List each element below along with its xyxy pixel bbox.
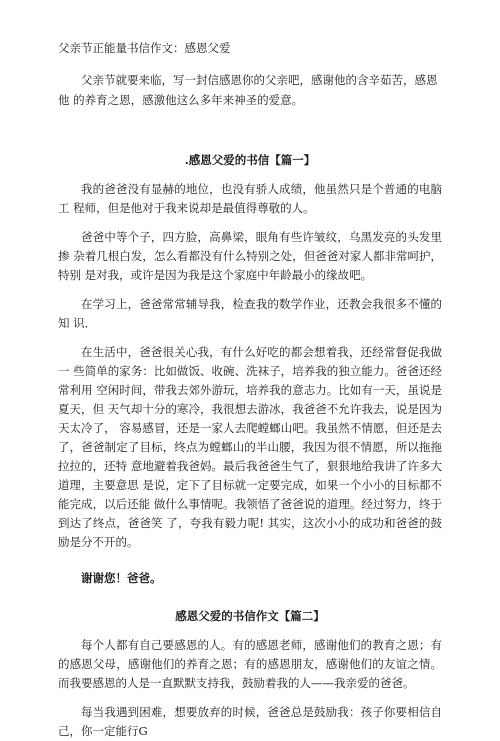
section-one-paragraph-4: 在生活中，爸爸很关心我，有什么好吃的都会想着我，还经常督促我做一 些简单的家务：比如做饭、收碗、洗袜子，培养我的独立能力。爸爸还经常利用 空闲时间，带我去郊外游玩，培养我的意志力。比如有一天，虽说是夏天，但 天气却十分的寒冷，我很想去游冰，我爸爸不允许我去，说是因为天太冷了， 容易感冒，还是一家人去爬螳螂山吧。我虽然不情愿，但还是去了，爸爸制定了目标，终点为螳螂山的半山腰，我因为很不情愿，所以拖拖拉拉的，还特 意地避着我爸妈。最后我爸爸生气了，狠狠地给我讲了许多大道理，主要意思 是说，定下了目标就一定要完成，如果一个小小的目标都不能完成，以后还能 做什么事情呢。我领悟了爸爸说的道理。经过努力，终于到达了终点，爸爸笑 了，夸我有毅力呢! 其实，这次小小的成功和爸爸的鼓励是分不开的。 (58, 345, 442, 549)
document-title: 父亲节正能量书信作文：感恩父爱 (58, 41, 231, 55)
section-one-paragraph-3: 在学习上，爸爸常常辅导我，检查我的数学作业，还教会我很多不懂的知 识． (58, 297, 442, 330)
intro-paragraph: 父亲节就要来临，写一封信感恩你的父亲吧，感谢他的含辛茹苦，感恩他 的养育之恩，感激他这么多年来神圣的爱意。 (58, 73, 438, 107)
section-two-paragraph-1: 每个人都有自己要感恩的人。有的感恩老师，感谢他们的教育之恩；有的感恩父母，感谢他们的养育之恩；有的感恩朋友，感谢他们的友谊之情。而我要感恩的人是一直默默支持我，鼓励着我的人——我亲爱的爸爸。 (58, 638, 442, 690)
section-two-paragraph-2: 每当我遇到困难，想要放弃的时候，爸爸总是鼓励我：孩子你要相信自 己，你一定能行G (58, 705, 442, 738)
section-one-paragraph-2: 爸爸中等个子，四方脸，高鼻梁，眼角有些许皱纹，乌黑发亮的头发里掺 杂着几根白发，怎么看都没有什么特别之处，但爸爸对家人都非常呵护，特别 是对我，或许是因为我是这个家庭中年龄最小的缘故吧。 (58, 230, 442, 282)
section-one-paragraph-1: 我的爸爸没有显赫的地位，也没有骄人成绩，他虽然只是个普通的电脑工 程师，但是他对于我来说却是最值得尊敬的人。 (58, 182, 442, 215)
section-one-title: .感恩父爱的书信【篇一】 (184, 153, 316, 167)
section-two-title: 感恩父爱的书信作文【篇二】 (175, 609, 325, 623)
thanks-line: 谢谢您！爸爸。 (81, 571, 162, 585)
